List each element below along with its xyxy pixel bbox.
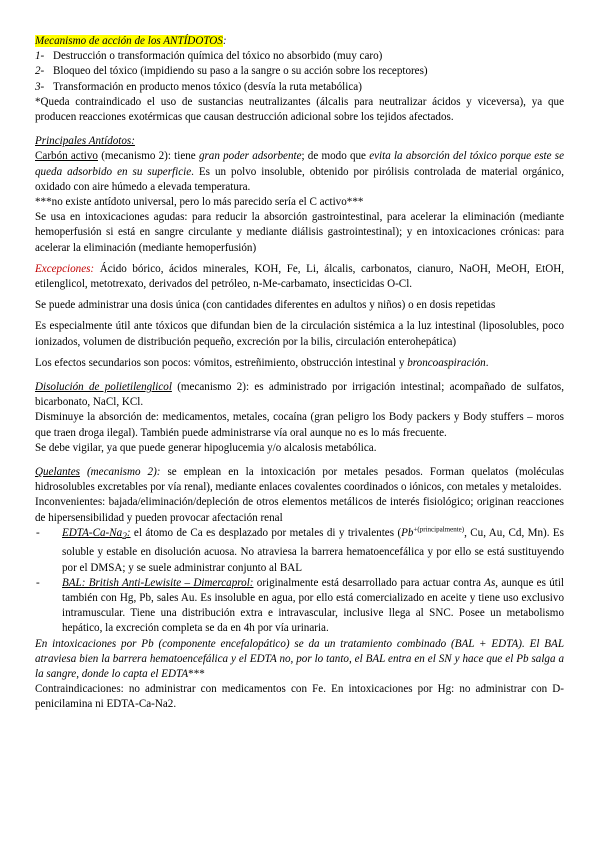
neutralizing-note: *Queda contraindicado el uso de sustancias neutralizantes (álcalis para neutralizar ácidos y viceversa), ya que producen reacciones exotérmicas que causan destrucción adicional sobre los tejidos afectados. <box>35 95 564 124</box>
polyethylene-monitor: Se debe vigilar, ya que puede generar hipoglucemia y/o alcalosis metabólica. <box>35 441 377 454</box>
chelator-edta-text: EDTA-$Ca-Na_2$: el átomo de Ca es desplazado por metales di y trivalentes ($Pb^{+(principalmente)}$, Cu, Au, Cd, Mn). Es soluble y estable en disolución acuosa. No atraviesa la barrera hematoencefálica y por ello se está sustituyendo por el DMSA; y se suele administrar conjunto al BAL <box>62 525 564 574</box>
polyethylene-paragraph: Disolución de polietilenglicol (mecanismo 2): es administrado por irrigación intestinal; acompañado de sulfatos, bicarbonato, NaCl, KCl. <box>35 381 564 409</box>
chelators-paragraph: Quelantes (mecanismo 2): se emplean en la intoxicación por metales pesados. Forman quelatos (moléculas hidrosolubles excretables por vía renal), mediante enlaces covalentes coordinados o iónicos, con metales y metaloides. <box>35 466 564 494</box>
bal-name: BAL: British Anti-Lewisite – Dimercaprol: <box>62 576 254 589</box>
contraindications: Contraindicaciones: no administrar con medicamentos con Fe. En intoxicaciones por Hg: no administrar con D-penicilamina ni EDTA-Ca-Na2. <box>35 683 564 711</box>
mechanism-item <box>35 49 564 64</box>
mechanism-number: 3- <box>35 80 45 93</box>
mechanism-item <box>35 80 564 95</box>
carbon-exceptions: Excepciones: Ácido bórico, ácidos minerales, KOH, Fe, Li, álcalis, carbonatos, cianuro, NaOH, MeOH, EtOH, etilenglicol, metotrexato, derivados del petróleo, n-Me-carbamato, insecticidas O-Cl. <box>35 262 564 291</box>
chelator-item-edta <box>35 526 564 576</box>
principal-antidotes-heading: Principales Antídotos: <box>35 135 135 148</box>
carbon-dose: Se puede administrar una dosis única (con cantidades diferentes en adultos y niños) o en dosis repetidas <box>35 299 496 312</box>
mechanism-number: 2- <box>35 65 45 78</box>
exceptions-label: Excepciones: <box>35 262 95 275</box>
edta-name: EDTA-$Ca-Na_2$: <box>62 526 131 543</box>
lead-treatment-note: En intoxicaciones por Pb (componente encefalopático) se da un tratamiento combinado (BAL + EDTA). El BAL atraviesa bien la barrera hematoencefálica y el EDTA no, por lo tanto, el BAL entra en el SN y hace que el Pb salga a la sangre, donde lo capta el EDTA*** <box>35 637 564 680</box>
mechanism-text: Bloqueo del tóxico (impidiendo su paso a la sangre o su acción sobre los receptores) <box>53 65 428 78</box>
chelator-bal-text: BAL: British Anti-Lewisite – Dimercaprol: originalmente está desarrollado para actuar contra As, aunque es útil también con Hg, Pb, sales Au. Es insoluble en agua, por ello está comercializado en aceite y tiene uso exclusivo intramuscular. Tiene una distribución extra e intravascular, inclusive llega al SNC. Posee un metabolismo hepático, la excreción completa se da en 4h por vía urinaria. <box>62 576 564 635</box>
universal-antidote-note: ***no existe antídoto universal, pero lo más parecido sería el C activo*** <box>35 196 364 209</box>
carbon-useful: Es especialmente útil ante tóxicos que difundan bien de la circulación sistémica a la luz intestinal (liposolubles, poco ionizados, volumen de distribución pequeño, excreción por la bilis, circulación enterohepática) <box>35 320 564 348</box>
mechanism-text: Destrucción o transformación química del tóxico no absorbido (muy caro) <box>53 50 383 63</box>
chelators-name: Quelantes <box>35 466 80 479</box>
carbon-uses: Se usa en intoxicaciones agudas: para reducir la absorción gastrointestinal, para acelerar la eliminación (mediante hemoperfusión si está en sangre circulante y mediante diálisis gastrointestinal); y en intoxicaciones crónicas: para acelerar la eliminación (mediante hemoperfusión) <box>35 211 564 254</box>
page-title: Mecanismo de acción de los ANTÍDOTOS: <box>35 35 227 47</box>
carbon-paragraph: Carbón activo (mecanismo 2): tiene gran poder adsorbente; de modo que evita la absorción del tóxico porque este se queda adsorbido en su superficie. Es un polvo insoluble, obtenido por pirólisis controlada de material orgánico, oxidado con aire húmedo a elevada temperatura. <box>35 150 565 193</box>
polyethylene-name: Disolución de polietilenglicol <box>35 381 172 394</box>
mechanism-item <box>35 64 564 79</box>
list-dash: - <box>36 526 40 539</box>
mechanism-text: Transformación en producto menos tóxico (desvía la ruta metabólica) <box>53 80 362 93</box>
chelators-drawbacks: Inconvenientes: bajada/eliminación/depleción de otros elementos metálicos de interés fisiológico; originan reacciones de hipersensibilidad y pueden provocar afectación renal <box>35 496 564 524</box>
polyethylene-reduces: Disminuye la absorción de: medicamentos, metales, cocaína (gran peligro los Body packers y Body stuffers – moros que traen droga ilegal). También puede administrarse vía oral aunque no es lo más frecuente. <box>35 411 564 439</box>
mechanism-number: 1- <box>35 50 45 63</box>
chelator-item-bal <box>35 576 564 637</box>
document-page <box>35 34 564 713</box>
title-highlight: Mecanismo de acción de los ANTÍDOTOS <box>35 35 223 47</box>
carbon-name: Carbón activo <box>35 150 98 163</box>
carbon-side-effects: Los efectos secundarios son pocos: vómitos, estreñimiento, obstrucción intestinal y broncoaspiración. <box>35 356 489 369</box>
list-dash: - <box>36 576 40 589</box>
